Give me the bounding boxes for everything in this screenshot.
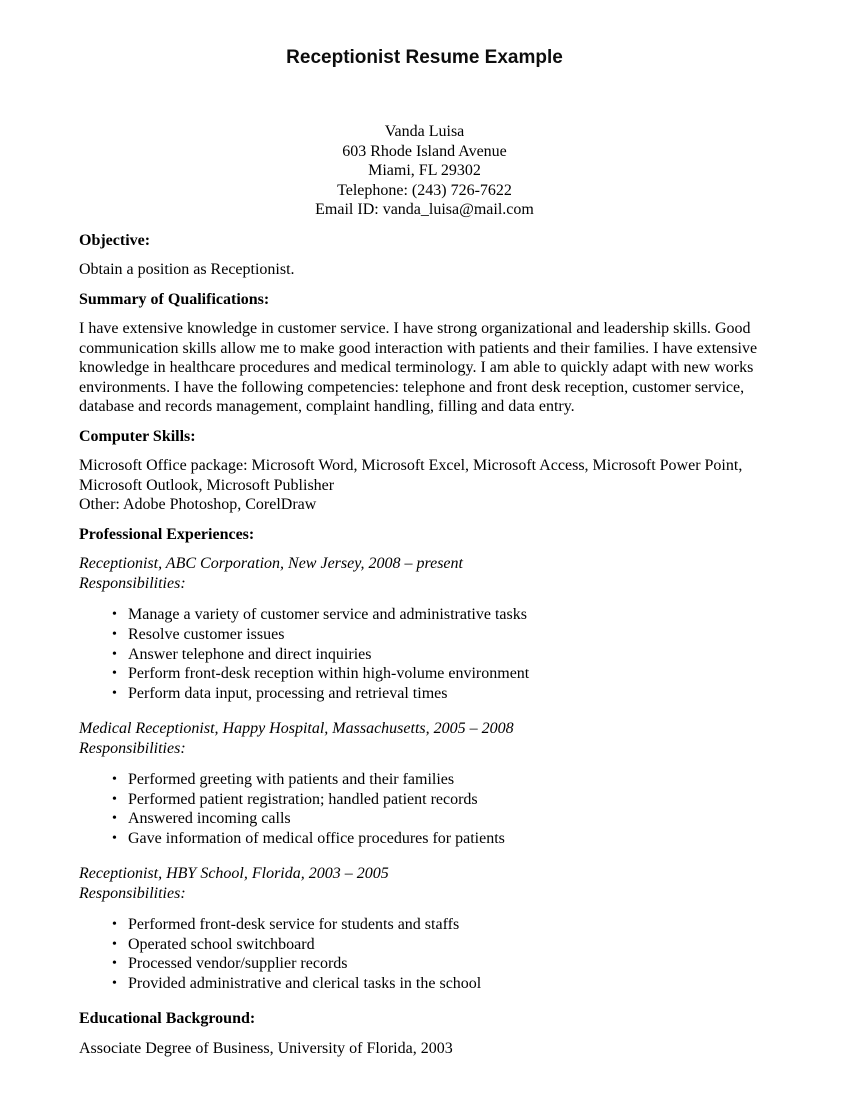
contact-city: Miami, FL 29302	[368, 162, 481, 180]
contact-name: Vanda Luisa	[384, 123, 465, 141]
job-entry-hby-school	[79, 864, 770, 993]
contact-address: 603 Rhode Island Avenue	[342, 142, 507, 160]
computer-skills-other-line: Other: Adobe Photoshop, CorelDraw	[79, 496, 317, 514]
job-bullet: • Gave information of medical office procedures for patients	[110, 829, 770, 849]
section-heading-objective: Objective:	[79, 231, 151, 249]
education-text: Associate Degree of Business, University of Florida, 2003	[79, 1039, 453, 1057]
job-bullet-list	[79, 605, 770, 703]
job-bullet-list	[79, 915, 770, 993]
job-title: Medical Receptionist, Happy Hospital, Massachusetts, 2005 – 2008	[79, 720, 514, 738]
document-title: Receptionist Resume Example	[286, 47, 563, 68]
job-title: Receptionist, HBY School, Florida, 2003 – 2005	[79, 865, 389, 883]
job-bullet-list	[79, 770, 770, 848]
objective-text: Obtain a position as Receptionist.	[79, 261, 295, 279]
job-bullet: • Performed greeting with patients and their families	[110, 770, 770, 790]
job-bullet: • Provided administrative and clerical tasks in the school	[110, 974, 770, 994]
job-bullet: • Performed patient registration; handled patient records	[110, 790, 770, 810]
job-bullet: • Perform front-desk reception within high-volume environment	[110, 664, 770, 684]
job-bullet: • Perform data input, processing and retrieval times	[110, 684, 770, 704]
job-responsibilities-label: Responsibilities:	[79, 739, 186, 757]
job-responsibilities-label: Responsibilities:	[79, 574, 186, 592]
job-title: Receptionist, ABC Corporation, New Jersey, 2008 – present	[79, 555, 463, 573]
section-heading-computer-skills: Computer Skills:	[79, 427, 196, 445]
job-bullet: • Resolve customer issues	[110, 625, 770, 645]
section-heading-experience: Professional Experiences:	[79, 525, 255, 543]
job-bullet: • Answer telephone and direct inquiries	[110, 645, 770, 665]
job-entry-abc-corporation	[79, 554, 770, 703]
job-bullet: • Performed front-desk service for students and staffs	[110, 915, 770, 935]
computer-skills-office-line: Microsoft Office package: Microsoft Word, Microsoft Excel, Microsoft Access, Microsoft Power Point, Microsoft Outlook, Microsoft Publisher	[79, 457, 743, 494]
job-bullet: • Operated school switchboard	[110, 935, 770, 955]
job-bullet: • Processed vendor/supplier records	[110, 954, 770, 974]
contact-phone: Telephone: (243) 726-7622	[337, 181, 512, 199]
job-bullet: • Manage a variety of customer service and administrative tasks	[110, 605, 770, 625]
job-responsibilities-label: Responsibilities:	[79, 884, 186, 902]
section-heading-education: Educational Background:	[79, 1010, 256, 1028]
job-entry-happy-hospital	[79, 719, 770, 848]
contact-email: Email ID: vanda_luisa@mail.com	[315, 201, 534, 219]
summary-text: I have extensive knowledge in customer service. I have strong organizational and leadership skills. Good communication skills allow me to make good interaction with patients and their families. I have extensive knowledge in healthcare procedures and medical terminology. I am able to quickly adapt with new works environments. I have the following competencies: telephone and front desk reception, customer service, database and records management, complaint handling, filling and data entry.	[79, 320, 758, 416]
section-heading-summary: Summary of Qualifications:	[79, 290, 270, 308]
contact-block	[79, 122, 770, 220]
job-bullet: • Answered incoming calls	[110, 809, 770, 829]
